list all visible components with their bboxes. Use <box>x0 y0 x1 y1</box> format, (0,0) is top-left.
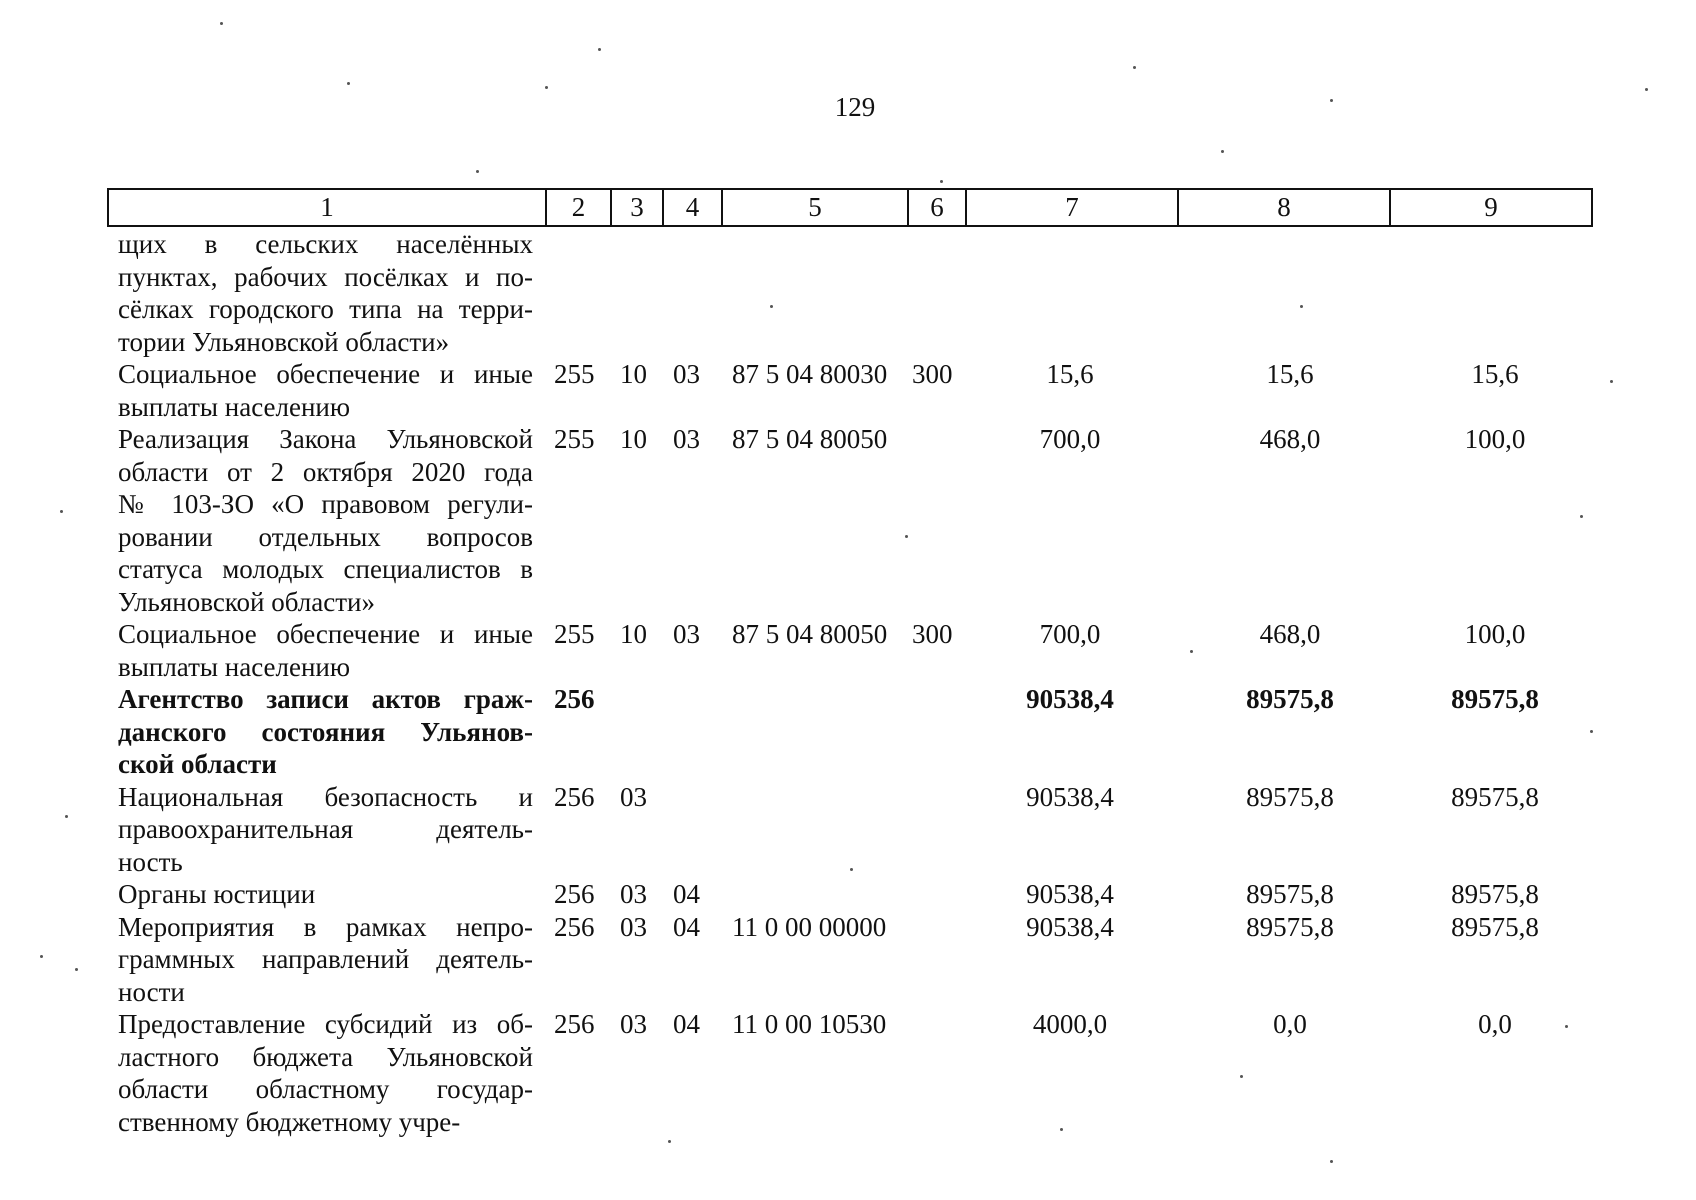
cell-col-2: 256 <box>554 879 595 909</box>
cell-col-5: 11 0 00 00000 <box>732 911 887 942</box>
table-row <box>0 878 1696 911</box>
cell-col-4: 03 <box>673 359 700 389</box>
column-header-8: 8 <box>1179 190 1391 225</box>
scan-speck <box>1190 650 1193 653</box>
table-header-row <box>107 188 1593 227</box>
scan-speck <box>1221 150 1224 153</box>
cell-col-8: 89575,8 <box>1246 684 1334 714</box>
row-description <box>118 1008 533 1138</box>
cell-col-6: 300 <box>912 359 953 389</box>
table-row <box>0 1008 1696 1138</box>
cell-col-9: 0,0 <box>1478 1009 1512 1039</box>
cell-col-8: 468,0 <box>1259 619 1321 649</box>
table-row <box>0 911 1696 1009</box>
table-row <box>0 618 1696 683</box>
scan-speck <box>220 22 223 25</box>
cell-col-3: 10 <box>620 424 647 454</box>
description-line: Реализация Закона Ульяновской <box>118 424 533 454</box>
cell-col-9: 89575,8 <box>1451 879 1539 909</box>
cell-col-7: 90538,4 <box>1026 781 1114 812</box>
description-line: области от 2 октября 2020 года <box>118 456 533 487</box>
cell-col-4: 03 <box>673 619 700 649</box>
description-line: № 103-ЗО «О правовом регули- <box>118 489 533 519</box>
row-description <box>118 423 533 618</box>
scan-speck <box>40 955 43 958</box>
description-line: пунктах, рабочих посёлках и по- <box>118 261 533 292</box>
table-row <box>0 423 1696 618</box>
row-description <box>118 358 533 423</box>
cell-col-8: 15,6 <box>1266 359 1314 389</box>
cell-col-7: 90538,4 <box>1026 879 1114 909</box>
cell-col-2: 256 <box>554 911 595 942</box>
description-line: статуса молодых специалистов в <box>118 554 533 584</box>
description-line: Социальное обеспечение и иные <box>118 619 533 649</box>
cell-col-3: 03 <box>620 1009 647 1039</box>
cell-col-9: 100,0 <box>1464 619 1526 649</box>
scan-speck <box>850 868 853 871</box>
description-line: правоохранительная деятель- <box>118 814 533 844</box>
description-line: ность <box>118 846 183 877</box>
description-line: области областному государ- <box>118 1074 533 1104</box>
cell-col-3: 10 <box>620 619 647 649</box>
scan-speck <box>1060 1128 1063 1131</box>
cell-col-7: 15,6 <box>1046 359 1094 389</box>
description-line: ности <box>118 976 185 1007</box>
cell-col-2: 256 <box>554 684 595 714</box>
cell-col-9: 15,6 <box>1471 359 1519 389</box>
cell-col-2: 255 <box>554 359 595 389</box>
row-description <box>118 228 533 358</box>
column-header-3: 3 <box>612 190 664 225</box>
description-line: Ульяновской области» <box>118 586 376 617</box>
column-header-2: 2 <box>547 190 612 225</box>
table-body <box>0 228 1696 1138</box>
column-header-7: 7 <box>967 190 1179 225</box>
table-row <box>0 228 1696 358</box>
description-line: ровании отдельных вопросов <box>118 521 533 552</box>
description-line: Национальная безопасность и <box>118 781 533 812</box>
cell-col-8: 89575,8 <box>1246 781 1334 812</box>
cell-col-4: 03 <box>673 424 700 454</box>
description-line: тории Ульяновской области» <box>118 326 450 357</box>
page-number: 129 <box>834 92 876 122</box>
scan-speck <box>476 170 479 173</box>
scan-speck <box>905 535 908 538</box>
cell-col-4: 04 <box>673 1009 700 1039</box>
cell-col-3: 03 <box>620 781 647 812</box>
scan-speck <box>347 82 350 85</box>
table-row <box>0 683 1696 781</box>
cell-col-5: 87 5 04 80050 <box>732 619 888 649</box>
cell-col-2: 255 <box>554 619 595 649</box>
description-line: щих в сельских населённых <box>118 229 533 259</box>
cell-col-7: 90538,4 <box>1026 684 1114 714</box>
scan-speck <box>1330 99 1333 102</box>
table-row <box>0 358 1696 423</box>
scan-speck <box>598 48 601 51</box>
cell-col-9: 89575,8 <box>1451 684 1539 714</box>
description-line: Социальное обеспечение и иные <box>118 359 533 389</box>
description-line: данского состояния Ульянов- <box>118 716 533 747</box>
cell-col-2: 256 <box>554 1009 595 1039</box>
cell-col-2: 256 <box>554 781 595 812</box>
description-line: Органы юстиции <box>118 879 316 909</box>
description-line: ственному бюджетному учре- <box>118 1106 461 1137</box>
scan-speck <box>770 305 773 308</box>
description-line: граммных направлений деятель- <box>118 944 533 974</box>
description-line: Предоставление субсидий из об- <box>118 1009 533 1039</box>
description-line: Агентство записи актов граж- <box>118 684 533 714</box>
cell-col-5: 11 0 00 10530 <box>732 1009 887 1039</box>
column-header-9: 9 <box>1484 192 1498 222</box>
scan-speck <box>65 815 68 818</box>
description-line: ластного бюджета Ульяновской <box>118 1041 533 1072</box>
cell-col-9: 89575,8 <box>1451 911 1539 942</box>
description-line: выплаты населению <box>118 391 351 422</box>
scan-speck <box>1580 515 1583 518</box>
cell-col-8: 89575,8 <box>1246 879 1334 909</box>
cell-col-3: 03 <box>620 911 647 942</box>
scan-speck <box>668 1140 671 1143</box>
description-line: Мероприятия в рамках непро- <box>118 911 533 942</box>
cell-col-4: 04 <box>673 911 700 942</box>
scan-speck <box>60 510 63 513</box>
scan-speck <box>1240 1075 1243 1078</box>
cell-col-4: 04 <box>673 879 700 909</box>
cell-col-7: 700,0 <box>1039 424 1101 454</box>
cell-col-2: 255 <box>554 424 595 454</box>
description-line: выплаты населению <box>118 651 351 682</box>
scan-speck <box>1610 380 1613 383</box>
column-header-6: 6 <box>909 190 967 225</box>
scan-speck <box>1300 305 1303 308</box>
cell-col-8: 0,0 <box>1273 1009 1307 1039</box>
table-row <box>0 781 1696 879</box>
row-description <box>118 781 533 879</box>
scan-speck <box>1330 1160 1333 1163</box>
scan-speck <box>545 86 548 89</box>
cell-col-3: 03 <box>620 879 647 909</box>
scan-speck <box>75 968 78 971</box>
row-description <box>118 683 533 781</box>
column-header-1: 1 <box>109 190 547 225</box>
column-header-5: 5 <box>723 190 909 225</box>
row-description <box>118 618 533 683</box>
cell-col-6: 300 <box>912 619 953 649</box>
scan-speck <box>1590 730 1593 733</box>
cell-col-9: 100,0 <box>1464 424 1526 454</box>
scan-speck <box>1565 1025 1568 1028</box>
cell-col-9: 89575,8 <box>1451 781 1539 812</box>
cell-col-7: 4000,0 <box>1032 1009 1108 1039</box>
cell-col-5: 87 5 04 80030 <box>732 359 888 389</box>
cell-col-7: 90538,4 <box>1026 911 1114 942</box>
row-description <box>118 878 533 911</box>
row-description <box>118 911 533 1009</box>
scan-speck <box>1645 88 1648 91</box>
cell-col-8: 89575,8 <box>1246 911 1334 942</box>
description-line: сёлках городского типа на терри- <box>118 294 533 324</box>
cell-col-5: 87 5 04 80050 <box>732 424 888 454</box>
description-line: ской области <box>118 749 277 779</box>
scan-speck <box>1133 66 1136 69</box>
cell-col-7: 700,0 <box>1039 619 1101 649</box>
column-header-4: 4 <box>664 190 723 225</box>
cell-col-3: 10 <box>620 359 647 389</box>
scan-speck <box>940 180 943 183</box>
cell-col-8: 468,0 <box>1259 424 1321 454</box>
